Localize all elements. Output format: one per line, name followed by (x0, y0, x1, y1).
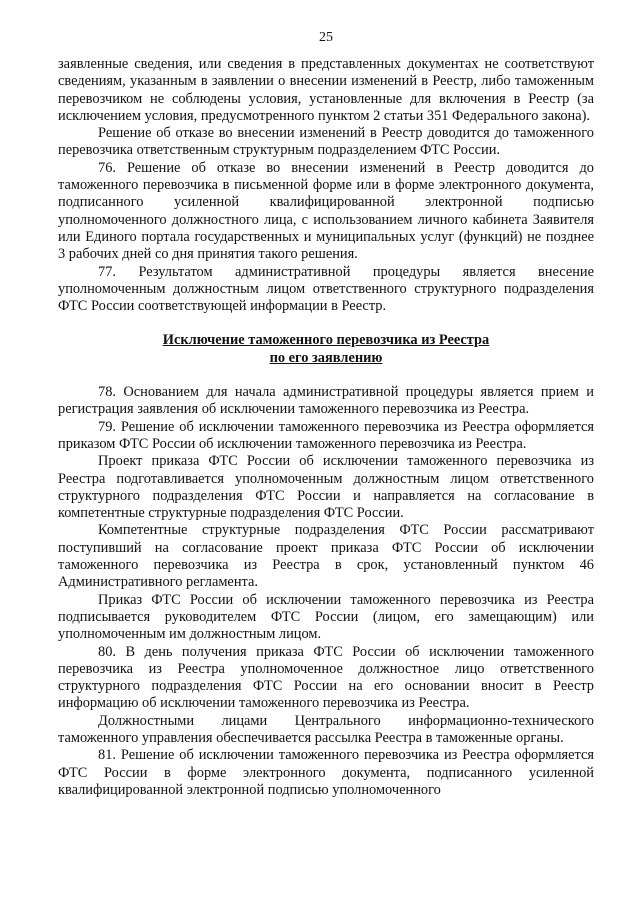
paragraph: Решение об отказе во внесении изменений в Реестр доводится до таможенного перевозчика ответственным структурным подразделением ФТС России. (58, 125, 594, 159)
paragraphs-after (58, 384, 594, 799)
paragraph: 80. В день получения приказа ФТС России об исключении таможенного перевозчика из Реестра уполномоченное должностное лицо ответственного структурного подразделения ФТС России на его основании вносит в Реестр информацию об исключении таможенного перевозчика из Реестра. (58, 643, 594, 712)
section-heading (58, 332, 594, 367)
paragraph: Приказ ФТС России об исключении таможенного перевозчика из Реестра подписывается руководителем ФТС России (лицом, его замещающим) или уполномоченным им должностным лицом. (58, 591, 594, 643)
paragraph: 81. Решение об исключении таможенного перевозчика из Реестра оформляется ФТС России в форме электронного документа, подписанного усиленной квалифицированной электронной подписью уполномоченного (58, 747, 594, 798)
section-heading-line: Исключение таможенного перевозчика из Реестра (162, 332, 490, 349)
paragraph: Должностными лицами Центрального информационно-технического таможенного управления обеспечивается рассылка Реестра в таможенные органы. (58, 712, 594, 746)
page-number: 25 (319, 30, 333, 45)
paragraph: заявленные сведения, или сведения в представленных документах не соответствуют сведениям, указанным в заявлении о внесении изменений в Реестр, либо таможенным перевозчиком не соблюдены условия, установленные для включения в Реестр (за исключением условия, предусмотренного пунктом 2 статьи 351 Федерального закона). (58, 56, 594, 124)
paragraph: Проект приказа ФТС России об исключении таможенного перевозчика из Реестра подготавливается уполномоченным должностным лицом ответственного структурного подразделения ФТС России и направляется на согласование в компетентные структурные подразделения ФТС России. (58, 453, 594, 522)
paragraphs-before (58, 56, 594, 315)
paragraph: 77. Результатом административной процедуры является внесение уполномоченным должностным лицом ответственного структурного подразделения ФТС России соответствующей информации в Реестр. (58, 263, 594, 315)
paragraph: 78. Основанием для начала административной процедуры является прием и регистрация заявления об исключении таможенного перевозчика из Реестра. (58, 384, 594, 418)
section-heading-line: по его заявлению (269, 349, 383, 366)
paragraph: 76. Решение об отказе во внесении изменений в Реестр доводится до таможенного перевозчика в письменной форме или в форме электронного документа, подписанного усиленной квалифицированной электронной подписью уполномоченного должностного лица, с использованием личного кабинета Заявителя или Единого портала государственных и муниципальных услуг (функций) не позднее 3 рабочих дней со дня принятия такого решения. (58, 159, 594, 263)
paragraph: Компетентные структурные подразделения ФТС России рассматривают поступивший на согласование проект приказа ФТС России об исключении таможенного перевозчика из Реестра в срок, установленный пунктом 46 Административного регламента. (58, 522, 594, 591)
paragraph: 79. Решение об исключении таможенного перевозчика из Реестра оформляется приказом ФТС России об исключении таможенного перевозчика из Реестра. (58, 418, 594, 452)
